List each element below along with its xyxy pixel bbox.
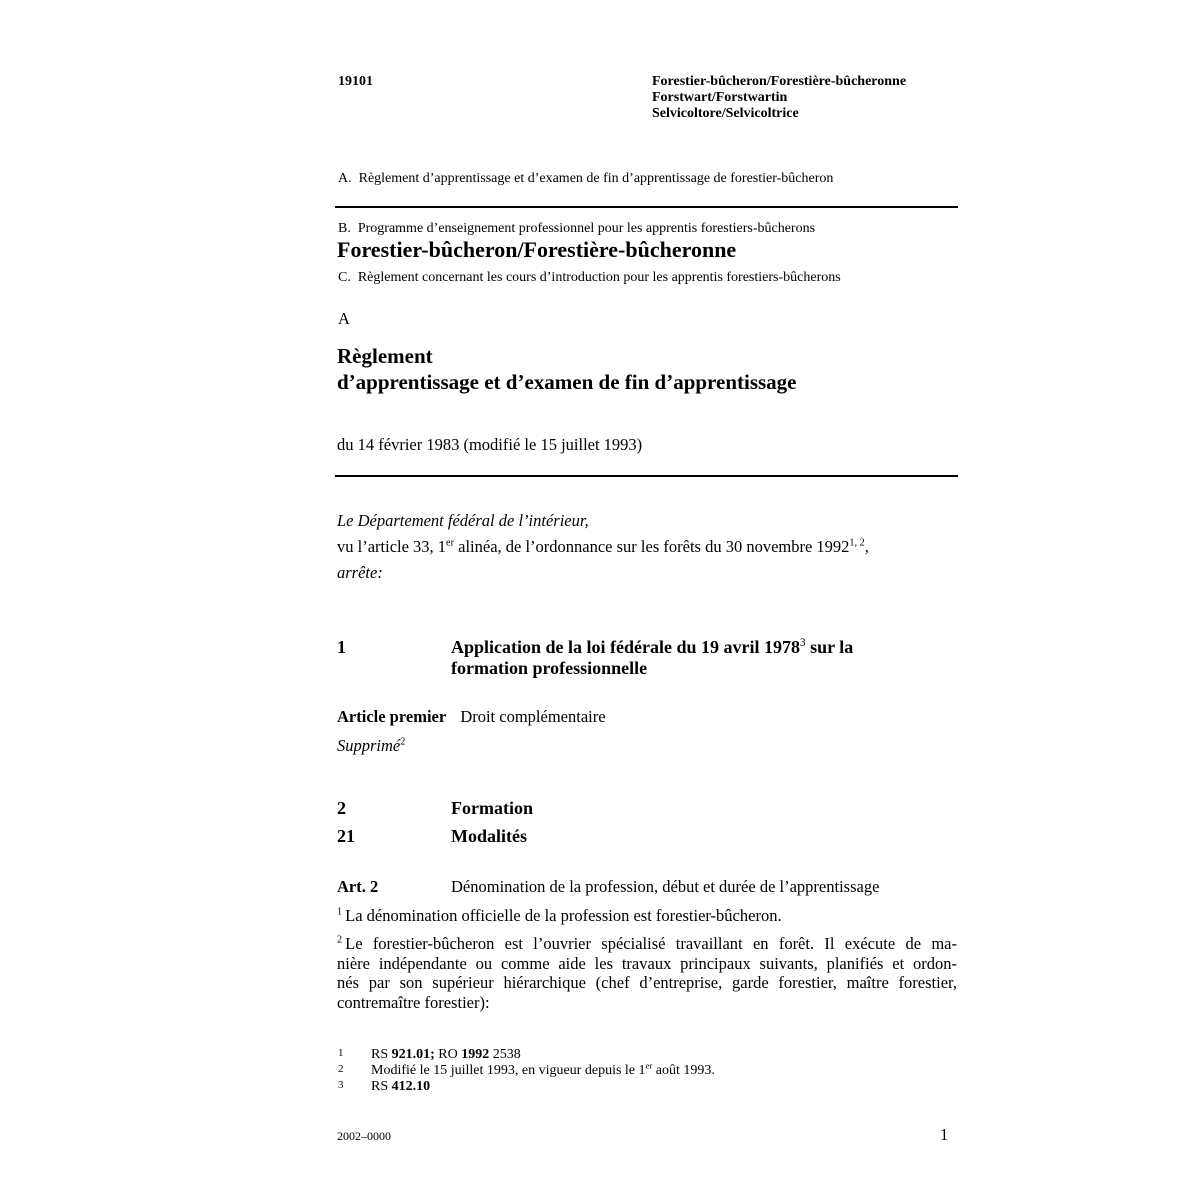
section-2-number: 2 xyxy=(337,798,346,818)
header-title-fr: Forestier-bûcheron/Forestière-bûcheronne xyxy=(652,74,907,89)
section-1-title-text-2: sur la xyxy=(805,637,854,657)
section-2-title: Formation xyxy=(451,798,533,818)
footnote-2-text: Modifié le 15 juillet 1993, en vigueur depuis le 1 xyxy=(371,1063,646,1078)
article-1-supprime: Supprimé xyxy=(337,736,401,755)
section-21-number: 21 xyxy=(337,826,355,846)
regulation-title xyxy=(337,343,797,395)
divider-top xyxy=(335,206,958,208)
paragraph-1-text: La dénomination officielle de la profession est forestier-bûcheron. xyxy=(345,906,782,925)
preamble-arrete: arrête: xyxy=(337,563,383,582)
footnote-1-number: 1 xyxy=(338,1047,344,1059)
section-letter: A xyxy=(338,309,350,328)
article-1-text xyxy=(337,735,405,756)
header-title-it: Selvicoltore/Selvicoltrice xyxy=(652,106,799,121)
section-1-number: 1 xyxy=(337,637,346,657)
footnote-ref-1-2[interactable]: 1, 2 xyxy=(849,537,865,549)
footnote-2-text-2: août 1993. xyxy=(652,1063,715,1078)
preamble-department: Le Département fédéral de l’intérieur, xyxy=(337,511,589,530)
footnote-1-rs: 921.01; xyxy=(391,1047,435,1062)
footnote-2-number: 2 xyxy=(338,1063,344,1075)
footnote-1-year: 1992 xyxy=(461,1047,490,1062)
paragraph-1-number: 1 xyxy=(337,906,343,918)
contents-list xyxy=(338,138,841,303)
date-line: du 14 février 1983 (modifié le 15 juillet 1993) xyxy=(337,435,643,454)
regulation-title-line-2: d’apprentissage et d’examen de fin d’apprentissage xyxy=(337,370,797,394)
article-2-paragraph-1 xyxy=(337,905,782,926)
footnote-ref-2[interactable]: 2 xyxy=(400,736,406,748)
preamble-vu-text-2: alinéa, de l’ordonnance sur les forêts du 30 novembre 1992 xyxy=(454,537,850,556)
footnote-ref-3[interactable]: 3 xyxy=(800,637,806,649)
footnote-1-page: 2538 xyxy=(489,1047,521,1062)
footer-code: 2002–0000 xyxy=(337,1129,391,1143)
preamble-vu-text: vu l’article 33, 1 xyxy=(337,537,447,556)
article-1-title: Droit complémentaire xyxy=(460,707,606,726)
footnote-1-text: RS xyxy=(371,1047,392,1062)
footnote-2 xyxy=(338,1060,958,1079)
footnote-3-text: RS xyxy=(371,1079,392,1094)
footnote-3 xyxy=(338,1079,958,1095)
preamble-vu-er: er xyxy=(446,537,454,549)
contents-item-b: B. Programme d’enseignement professionnel pour les apprentis forestiers-bûcherons xyxy=(338,220,816,236)
header-title-de: Forstwart/Forstwartin xyxy=(652,90,788,105)
paragraph-2-line-2: nière indépendante ou comme aide les travaux principaux suivants, planifiés et ordon- xyxy=(337,953,957,973)
preamble-vu-end: , xyxy=(864,537,869,556)
section-1-title-text: Application de la loi fédérale du 19 avril 1978 xyxy=(451,637,800,657)
article-1-heading xyxy=(337,706,606,727)
article-1-label: Article premier xyxy=(337,707,447,726)
contents-item-a: A. Règlement d’apprentissage et d’examen de fin d’apprentissage de forestier-bûcheron xyxy=(338,171,834,186)
contents-item-c: C. Règlement concernant les cours d’introduction pour les apprentis forestiers-bûcherons xyxy=(338,270,841,285)
section-1-title-line-2: formation professionnelle xyxy=(451,658,648,678)
header-titles xyxy=(652,74,906,122)
footnote-1-text-2: RO xyxy=(434,1047,462,1062)
footnotes xyxy=(338,1047,958,1095)
page-title: Forestier-bûcheron/Forestière-bûcheronne xyxy=(337,237,737,262)
paragraph-2-line-1: Le forestier-bûcheron est l’ouvrier spécialisé travaillant en forêt. Il exécute de ma- xyxy=(345,934,957,953)
divider-middle xyxy=(335,475,958,477)
section-21-title: Modalités xyxy=(451,826,527,846)
article-2-paragraph-2 xyxy=(337,934,957,1012)
preamble-vu xyxy=(337,534,869,560)
paragraph-2-line-3: nés par son supérieur hiérarchique (chef d’entreprise, garde forestier, maître forestier, xyxy=(337,973,957,992)
regulation-title-line-1: Règlement xyxy=(337,344,433,368)
document-number: 19101 xyxy=(338,74,373,89)
page-number: 1 xyxy=(940,1125,949,1144)
footnote-3-rs: 412.10 xyxy=(391,1079,431,1094)
preamble xyxy=(337,508,869,586)
footnote-2-er: er xyxy=(645,1060,653,1071)
section-1-title xyxy=(451,637,853,679)
paragraph-2-number: 2 xyxy=(337,934,343,946)
article-2-label: Art. 2 xyxy=(337,877,379,896)
paragraph-2-line-4: contremaître forestier): xyxy=(337,992,490,1012)
footnote-3-number: 3 xyxy=(338,1079,344,1091)
article-2-title: Dénomination de la profession, début et durée de l’apprentissage xyxy=(451,877,880,896)
